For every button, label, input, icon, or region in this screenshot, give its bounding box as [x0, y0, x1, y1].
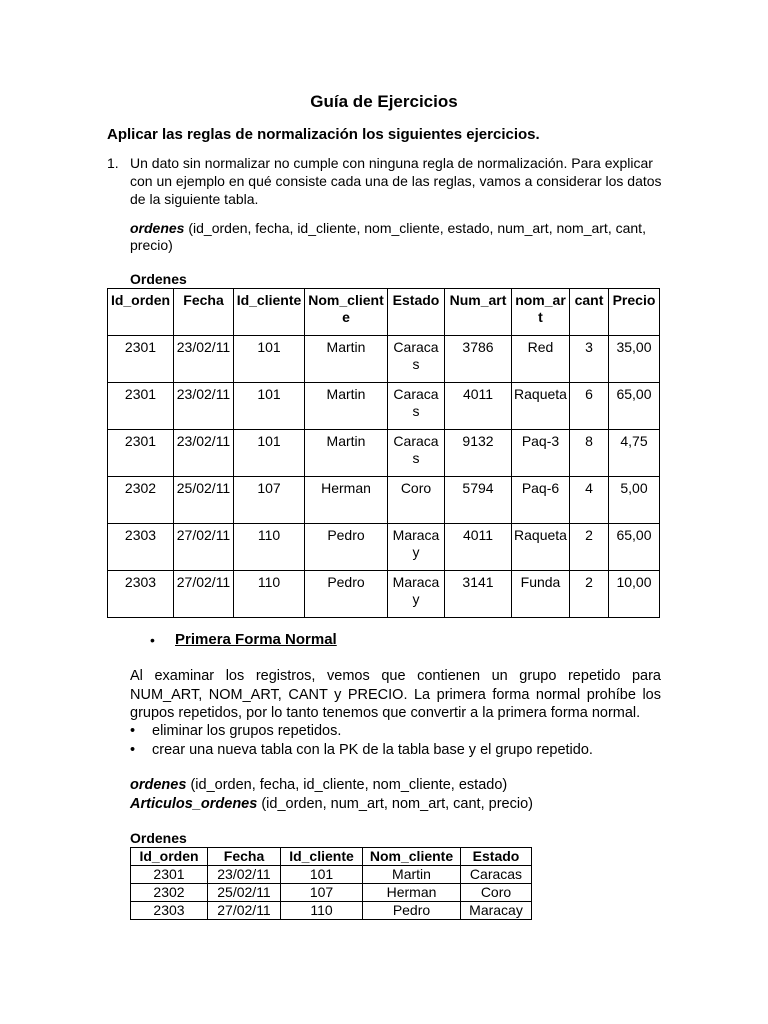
table-cell: Martin [363, 866, 461, 884]
table-cell: 6 [570, 383, 609, 430]
table-cell: 27/02/11 [208, 902, 281, 920]
table-cell: 101 [234, 383, 305, 430]
table-cell: Caracas [388, 430, 445, 477]
table-row [131, 884, 532, 902]
table-cell: 2303 [108, 524, 174, 571]
table-cell: Pedro [363, 902, 461, 920]
table-cell: 4011 [445, 524, 512, 571]
column-header: Fecha [174, 289, 234, 336]
column-header: cant [570, 289, 609, 336]
table-cell: 27/02/11 [174, 524, 234, 571]
table-cell: Coro [461, 884, 532, 902]
table-cell: 2303 [131, 902, 208, 920]
section-paragraph: Al examinar los registros, vemos que contienen un grupo repetido para NUM_ART, NOM_ART, CANT y PRECIO. La primera forma normal prohíbe los grupos repetidos, por lo tanto tenemos que convertir a la primera forma normal. [130, 668, 661, 721]
table-header-row [108, 289, 660, 336]
column-header: Nom_cliente [363, 848, 461, 866]
table-cell: Paq-3 [512, 430, 570, 477]
column-header: Estado [388, 289, 445, 336]
instructions-heading: Aplicar las reglas de normalización los siguientes ejercicios. [107, 126, 540, 143]
schema-name: Articulos_ordenes [130, 796, 258, 812]
table-cell: Maracay [388, 524, 445, 571]
table-cell: 2301 [108, 336, 174, 383]
table-cell: Herman [305, 477, 388, 524]
table-cell: 101 [234, 336, 305, 383]
column-header: Fecha [208, 848, 281, 866]
table-cell: 2 [570, 571, 609, 618]
table-row [108, 336, 660, 383]
table-row [108, 571, 660, 618]
table-cell: 2301 [131, 866, 208, 884]
table-cell: 25/02/11 [174, 477, 234, 524]
table-cell: 101 [234, 430, 305, 477]
table-cell: 110 [234, 571, 305, 618]
table-cell: Caracas [388, 383, 445, 430]
table-cell: Pedro [305, 571, 388, 618]
column-header: Id_cliente [234, 289, 305, 336]
table-row [108, 524, 660, 571]
list-item-text: crear una nueva tabla con la PK de la tabla base y el grupo repetido. [152, 742, 593, 758]
list-item-text: eliminar los grupos repetidos. [152, 723, 342, 739]
table-cell: Coro [388, 477, 445, 524]
table-cell: 35,00 [609, 336, 660, 383]
unnormalized-orders-table [107, 288, 660, 618]
table-row [131, 902, 532, 920]
table-row [108, 477, 660, 524]
column-header: Nom_cliente [305, 289, 388, 336]
column-header: Id_orden [131, 848, 208, 866]
table-cell: 5,00 [609, 477, 660, 524]
table-cell: 65,00 [609, 524, 660, 571]
column-header: Id_orden [108, 289, 174, 336]
table-cell: Maracay [388, 571, 445, 618]
table-cell: 23/02/11 [174, 336, 234, 383]
orders-table-1nf [130, 847, 532, 920]
table-cell: Maracay [461, 902, 532, 920]
table-cell: 3141 [445, 571, 512, 618]
column-header: nom_art [512, 289, 570, 336]
table-cell: 2301 [108, 430, 174, 477]
section-bullet: • [150, 632, 155, 648]
table-cell: 107 [281, 884, 363, 902]
column-header: Id_cliente [281, 848, 363, 866]
table-cell: Funda [512, 571, 570, 618]
table-cell: 2302 [131, 884, 208, 902]
table-cell: 25/02/11 [208, 884, 281, 902]
table-cell: 110 [281, 902, 363, 920]
table-cell: Martin [305, 336, 388, 383]
table-cell: 65,00 [609, 383, 660, 430]
table-cell: Pedro [305, 524, 388, 571]
column-header: Precio [609, 289, 660, 336]
table-cell: 2302 [108, 477, 174, 524]
table-cell: 23/02/11 [174, 430, 234, 477]
table-cell: Raqueta [512, 524, 570, 571]
item-description: Un dato sin normalizar no cumple con ninguna regla de normalización. Para explicar con un ejemplo en qué consiste cada una de las reglas, vamos a considerar los datos de la siguiente tabla. [130, 155, 662, 207]
table-cell: Herman [363, 884, 461, 902]
table-cell: 5794 [445, 477, 512, 524]
table-row [131, 866, 532, 884]
table-cell: Paq-6 [512, 477, 570, 524]
table-cell: 3 [570, 336, 609, 383]
table-cell: Red [512, 336, 570, 383]
table-cell: 4,75 [609, 430, 660, 477]
table-cell: 2301 [108, 383, 174, 430]
item-number: 1. [107, 155, 119, 171]
table-cell: 27/02/11 [174, 571, 234, 618]
schema-fields: (id_orden, fecha, id_cliente, nom_cliente, estado, num_art, nom_art, cant, precio) [130, 220, 646, 253]
column-header: Num_art [445, 289, 512, 336]
table-cell: 110 [234, 524, 305, 571]
table-cell: 107 [234, 477, 305, 524]
table-cell: 8 [570, 430, 609, 477]
table-cell: Martin [305, 383, 388, 430]
table-cell: 101 [281, 866, 363, 884]
schema-name: ordenes [130, 220, 185, 236]
table-cell: 23/02/11 [174, 383, 234, 430]
table-row [108, 383, 660, 430]
bullet-icon: • [130, 723, 136, 739]
schema-line [130, 795, 533, 813]
table-cell: Caracas [388, 336, 445, 383]
table-cell: 23/02/11 [208, 866, 281, 884]
table-cell: 10,00 [609, 571, 660, 618]
schema-fields: (id_orden, fecha, id_cliente, nom_cliente, estado) [186, 777, 508, 793]
table-row [108, 430, 660, 477]
schema-fields: (id_orden, num_art, nom_art, cant, precio) [257, 796, 533, 812]
table-cell: 2303 [108, 571, 174, 618]
unnormalized-schema [130, 220, 665, 254]
page-title: Guía de Ejercicios [310, 92, 458, 111]
table-cell: 4011 [445, 383, 512, 430]
bullet-icon: • [130, 742, 136, 758]
table-cell: Martin [305, 430, 388, 477]
table-cell: 4 [570, 477, 609, 524]
section-title: Primera Forma Normal [175, 631, 337, 648]
schema-line [130, 776, 507, 794]
column-header: Estado [461, 848, 532, 866]
table-caption: Ordenes [130, 830, 187, 846]
table-caption: Ordenes [130, 271, 187, 287]
table-header-row [131, 848, 532, 866]
table-cell: 3786 [445, 336, 512, 383]
table-cell: 9132 [445, 430, 512, 477]
table-cell: 2 [570, 524, 609, 571]
table-cell: Raqueta [512, 383, 570, 430]
schema-name: ordenes [130, 777, 187, 793]
table-cell: Caracas [461, 866, 532, 884]
